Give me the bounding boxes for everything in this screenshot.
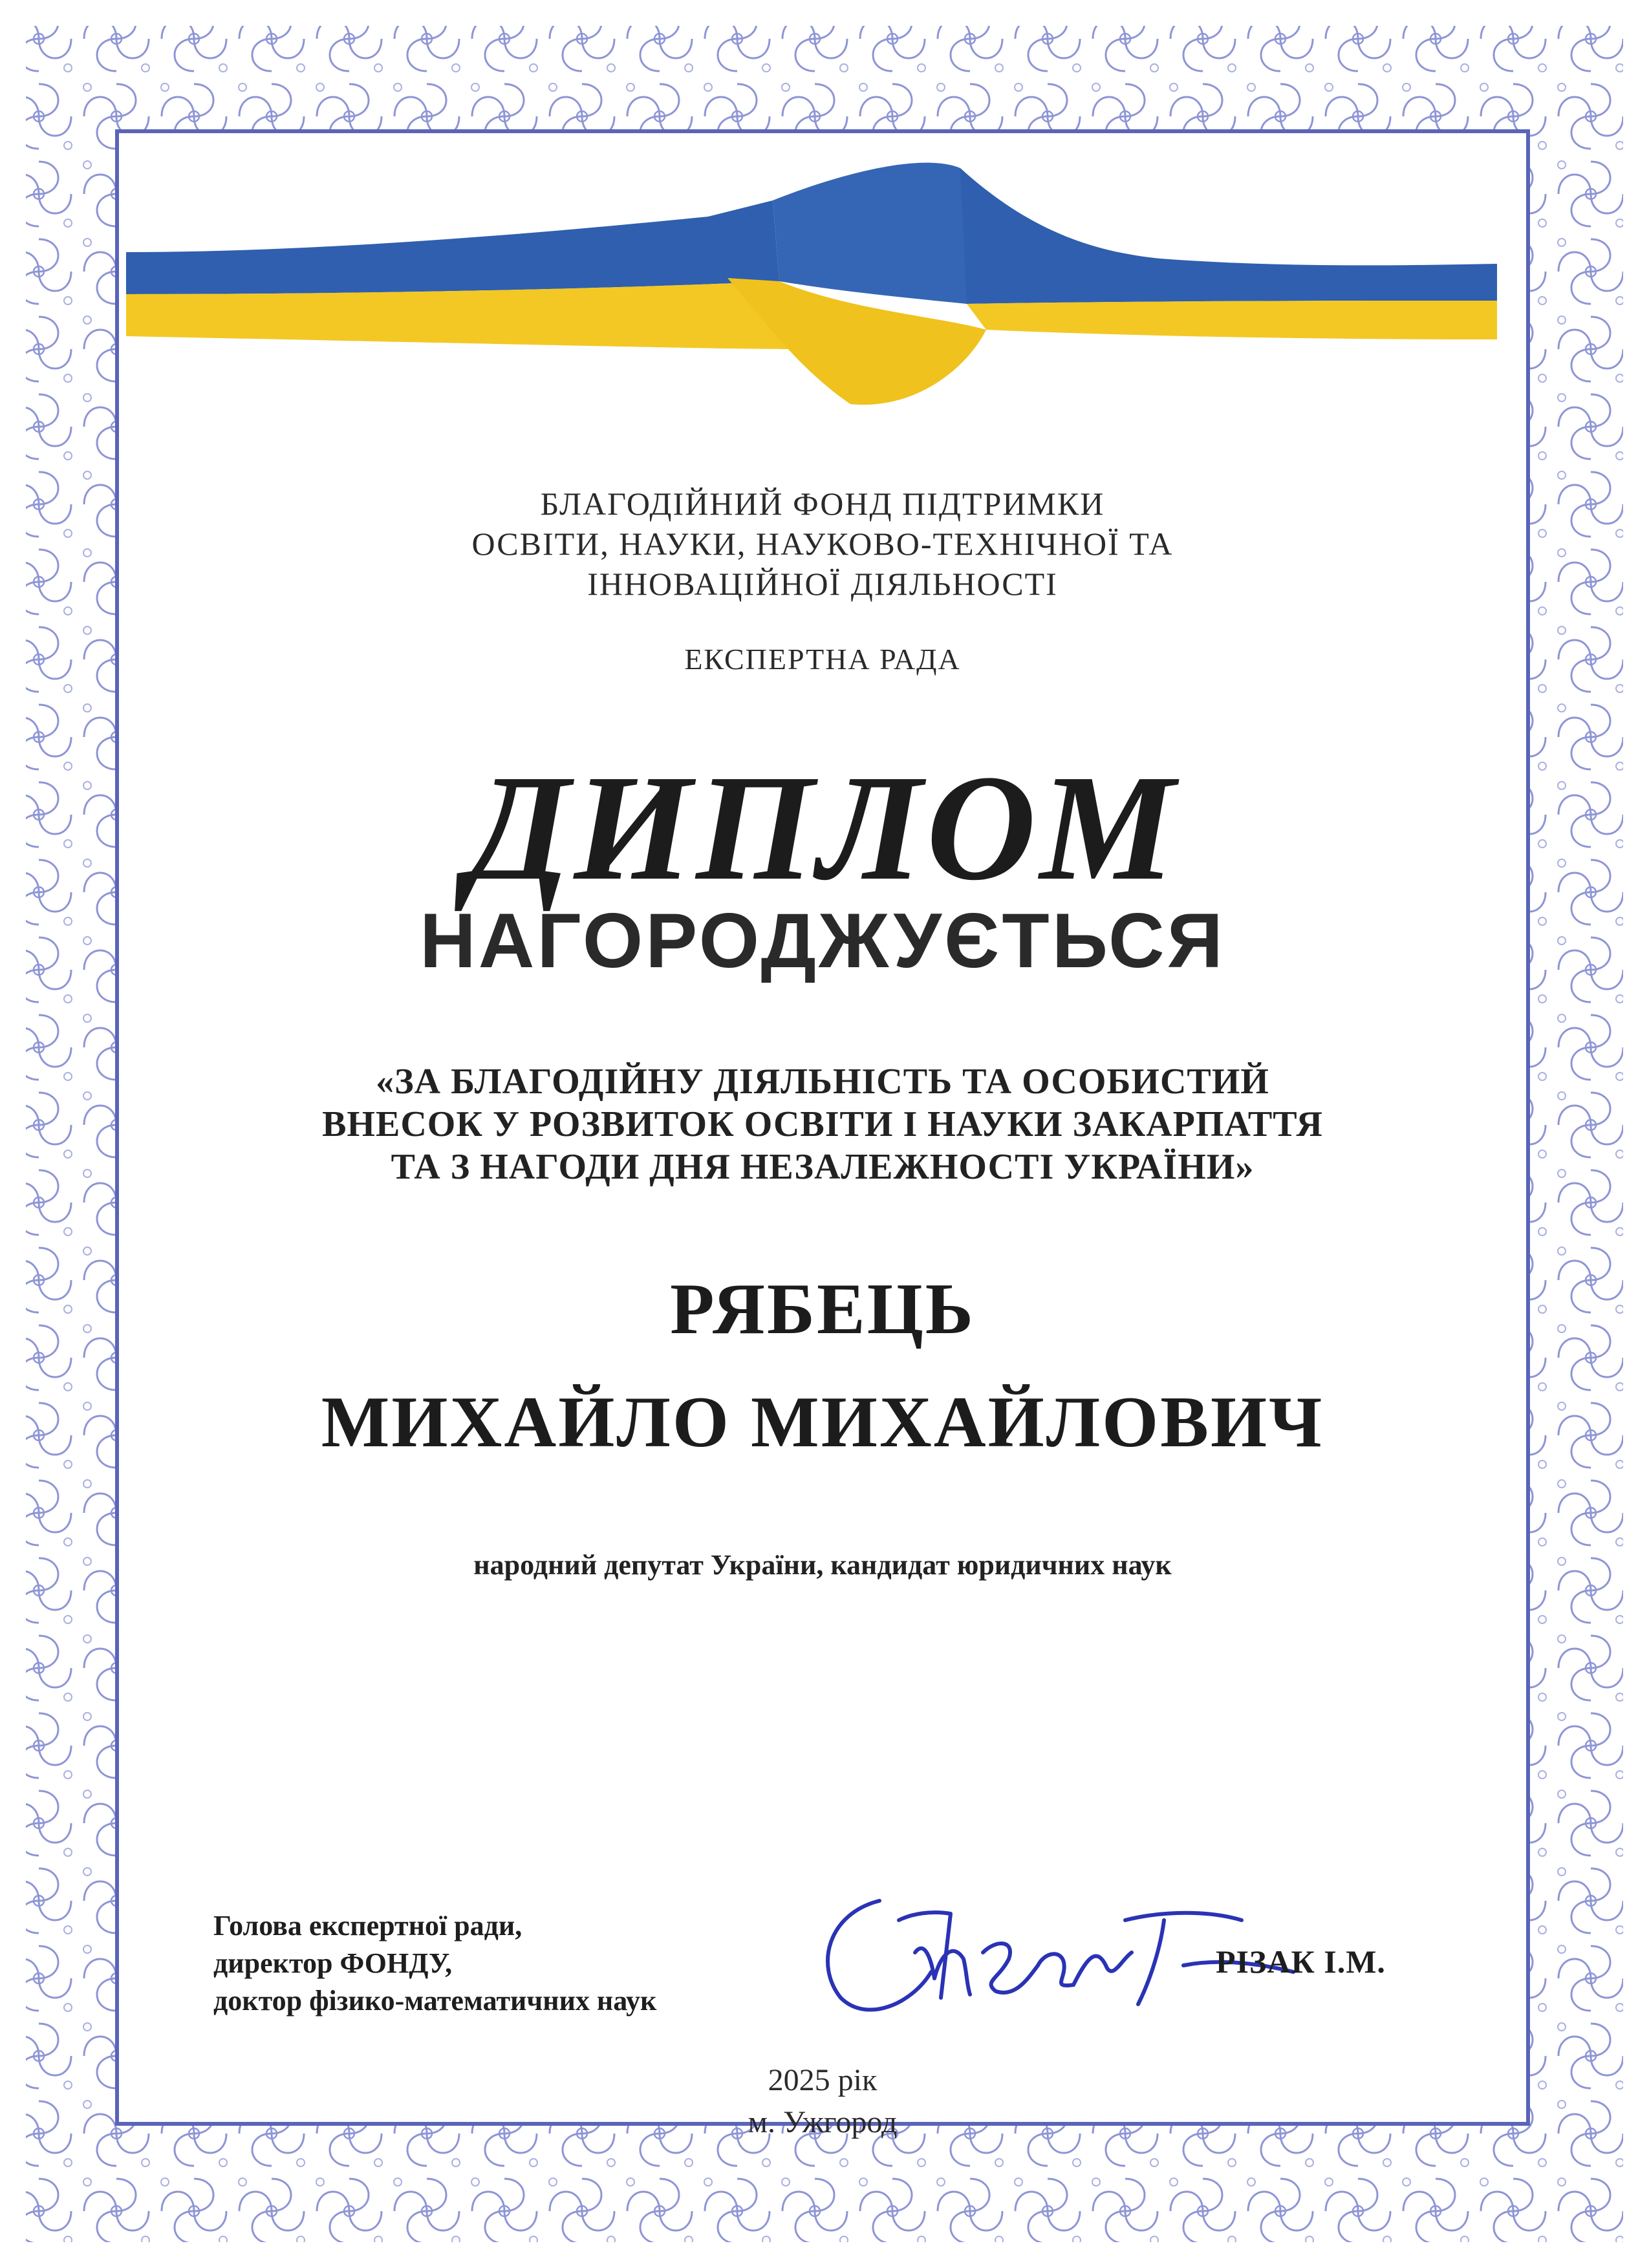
- organization-line: ОСВІТИ, НАУКИ, НАУКОВО-ТЕХНІЧНОЇ ТА: [471, 526, 1174, 562]
- organization-line: ІННОВАЦІЙНОЇ ДІЯЛЬНОСТІ: [587, 566, 1058, 602]
- issue-city: м. Ужгород: [748, 2105, 898, 2139]
- recipient-position: народний депутат України, кандидат юридичних наук: [473, 1549, 1172, 1581]
- organization-name: [115, 484, 1530, 604]
- diploma-title: ДИПЛОМ: [466, 744, 1179, 912]
- awarded-subtitle: НАГОРОДЖУЄТЬСЯ: [420, 897, 1225, 984]
- signer-role-line: директор ФОНДУ,: [213, 1947, 453, 1979]
- issue-year: 2025 рік: [768, 2063, 878, 2097]
- council-name: ЕКСПЕРТНА РАДА: [684, 643, 961, 676]
- ukraine-flag-ribbon: [126, 155, 1497, 427]
- recipient-name: МИХАЙЛО МИХАЙЛОВИЧ: [321, 1382, 1324, 1462]
- award-reason: [115, 1060, 1530, 1188]
- signer-role-line: доктор фізико-математичних наук: [213, 1985, 657, 2017]
- signer-role: [213, 1907, 656, 2020]
- reason-line: ТА З НАГОДИ ДНЯ НЕЗАЛЕЖНОСТІ УКРАЇНИ»: [391, 1147, 1255, 1187]
- signer-name: РІЗАК І.М.: [1216, 1943, 1386, 1980]
- recipient-surname: РЯБЕЦЬ: [670, 1269, 975, 1349]
- signer-role-line: Голова експертної ради,: [213, 1910, 523, 1942]
- reason-line: «ЗА БЛАГОДІЙНУ ДІЯЛЬНІСТЬ ТА ОСОБИСТИЙ: [376, 1062, 1269, 1102]
- organization-line: БЛАГОДІЙНИЙ ФОНД ПІДТРИМКИ: [540, 486, 1105, 522]
- reason-line: ВНЕСОК У РОЗВИТОК ОСВІТИ І НАУКИ ЗАКАРПАТТЯ: [322, 1104, 1323, 1144]
